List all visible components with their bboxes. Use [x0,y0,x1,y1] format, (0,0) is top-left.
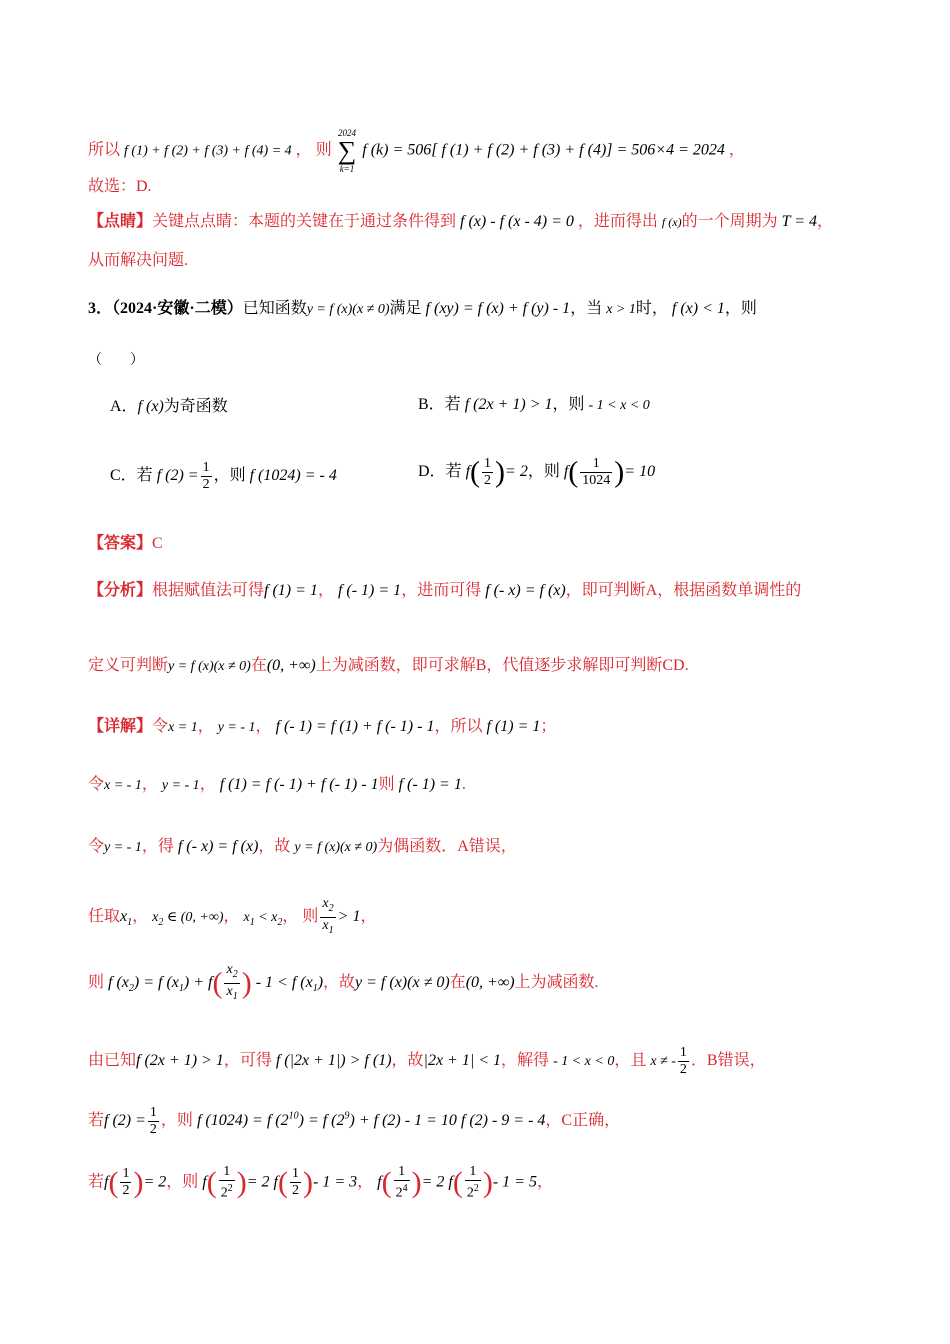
math-expr: f (x) [137,398,164,415]
subscript: 1 [328,924,334,936]
math-expr: f (- 1) = f (1) + f (- 1) - 1 [275,718,435,735]
math-expr: f (1024) = - 4 [249,467,337,485]
var: x [243,909,250,925]
tag-detail: 【详解】 [88,718,153,735]
text: ，则 [160,1112,193,1130]
paren-open: ( [277,1165,288,1199]
option-b [418,394,650,417]
answer-value: C [152,535,163,552]
fraction [482,456,493,489]
option-label: A． [110,398,138,415]
fraction [224,962,239,1005]
fraction [120,1166,131,1199]
paren-close: ) [133,1165,144,1199]
math-expr: y = - 1 [217,720,256,735]
text: ， [816,213,833,230]
text: ， [132,907,149,925]
text: 若 [88,1112,105,1130]
sigma-icon: ∑ [337,136,357,165]
expr: ) + f (2) - 1 = 10 f (2) - 9 = - 4 [349,1112,546,1130]
text: ，进而得出 [577,213,658,230]
text: ， [295,141,312,159]
text: ．B错误， [690,1052,766,1070]
math-expr: f (x) - f (x - 4) = 0 [460,213,574,230]
text: 已知函数 [242,300,307,317]
sum-symbol [338,128,357,174]
text: 的一个周期为 [681,213,778,230]
math-expr: |2x + 1| < 1 [423,1052,502,1070]
math-expr: (0, +∞) [465,973,515,991]
expr: f (x [108,973,129,991]
math-expr: x > 1 [606,302,636,317]
math-expr: y = f (x)(x ≠ 0) [355,973,450,991]
denominator: 2 [466,1185,474,1201]
math-expr: f (1) = 1 [264,582,318,599]
text: ，故 [323,973,356,991]
analysis-line-2 [88,655,689,678]
detail-line-8 [88,1164,553,1202]
text: ，得 [141,838,174,855]
subscript: 1 [178,983,184,995]
option-label: C．若 [110,467,153,485]
numerator: 1 [219,1164,235,1181]
subscript: 2 [277,916,283,928]
text: ； [540,718,557,735]
text: ， [317,582,334,599]
fraction [678,1045,689,1078]
math-expr: f (x) < 1 [671,300,725,317]
detail-line-2 [88,774,466,797]
math-expr [152,909,224,928]
option-a [110,396,228,418]
numerator: 1 [122,1166,130,1182]
math-expr: f (- x) = f (x) [485,582,566,599]
text: ， [141,776,158,793]
paren-close: ) [241,966,252,1000]
expr: ) = f (2 [298,1112,345,1130]
math-expr: f (2) = [156,467,199,485]
text: 则 [315,141,332,159]
numerator: 1 [484,456,492,471]
text: 令 [88,838,105,855]
subscript: 1 [232,990,238,1002]
analysis-line-1 [88,580,801,602]
math-expr: y = f (x)(x ≠ 0) [294,840,378,855]
math-expr: f [202,1173,207,1191]
expr: ∈ (0, +∞) [163,909,224,925]
numerator: 1 [202,460,210,475]
text: ，可得 [223,1052,272,1070]
math-expr: f (1) = 1 [486,718,541,735]
math-expr: = 2 f [246,1173,278,1191]
subscript: 1 [312,983,318,995]
text: 则 [302,907,319,925]
paren-open: ( [206,1165,217,1199]
text: 任取 [88,907,121,925]
math-expr: f (x) [661,215,682,229]
fraction [148,1105,159,1138]
text: ， [536,1173,553,1191]
option-c [110,460,337,493]
math-expr: - 1 = 5 [492,1173,537,1191]
math-expr: y = - 1 [161,778,200,793]
summary-line [88,128,745,174]
key-point-line [88,211,833,233]
math-expr: - 1 = 3 [312,1173,358,1191]
text: 满足 [389,300,422,317]
superscript: 9 [344,1110,350,1122]
expr: f (1024) = f (2 [196,1112,289,1130]
math-expr [108,973,213,995]
denominator: 1024 [582,473,611,488]
text: ，即可判断A，根据函数单调性的 [565,582,802,599]
math-expr: f [377,1173,382,1191]
text: 为偶函数．A错误， [377,838,517,855]
numerator: 1 [679,1045,687,1060]
math-expr [197,1112,545,1129]
text: ， [223,907,240,925]
option-d [418,456,655,489]
fraction [320,896,335,939]
text: ，则 [527,463,560,481]
text: 根据赋值法可得 [152,582,265,599]
text: ，故 [258,838,291,855]
math-expr: = 2 [505,463,528,481]
text: 时， [635,300,668,317]
math-expr: f [465,463,471,481]
math-expr: f [563,463,569,481]
text: ，则 [213,467,246,485]
math-expr: f (k) = 506[ f (1) + f (2) + f (3) + f (4)] = 506×4 = 2024 [362,141,725,159]
math-expr: x ≠ - [650,1054,676,1070]
fraction [394,1164,410,1202]
text: . [461,776,466,793]
math-expr: (0, +∞) [266,657,316,674]
sum-upper: 2024 [337,128,356,138]
superscript: 10 [288,1110,299,1122]
paren-open: ( [108,1165,119,1199]
text: ，则 [724,300,757,317]
fraction [219,1164,235,1202]
math-expr: f (- 1) = 1 [398,776,462,793]
detail-line-4 [88,896,376,939]
math-expr: y = - 1 [104,840,142,855]
paren-open: ( [212,966,223,1000]
math-expr: f (- x) = f (x) [177,838,259,855]
subscript: 1 [127,917,133,929]
option-label: D．若 [418,463,462,481]
text: ， [282,907,299,925]
text: ，当 [570,300,603,317]
text: ， [357,1173,374,1191]
numerator: x [226,962,233,977]
math-expr: - 1 < x < 0 [553,1054,615,1070]
denominator: 2 [122,1183,130,1199]
math-expr: f (- 1) = 1 [337,582,402,599]
text: ，进而可得 [401,582,482,599]
math-expr: f (2x + 1) > 1 [136,1052,224,1070]
paren-close: ) [236,1165,247,1199]
math-expr: f [104,1173,109,1191]
paren-close: ) [302,1165,313,1199]
subscript: 2 [128,983,134,995]
math-expr: = 2 f [421,1173,453,1191]
math-expr: T = 4 [781,213,817,230]
text: 在 [449,973,466,991]
denominator: 2 [484,473,492,488]
detail-line-6 [88,1045,766,1078]
text: 则 [378,776,395,793]
question-3 [88,298,757,321]
answer-parens: （ ） [88,353,144,368]
numerator: 1 [580,456,612,473]
paren-close: ) [411,1165,422,1199]
var: x [152,909,159,925]
math-expr: = 2 [143,1173,167,1191]
text: 若 [88,1173,105,1191]
math-expr: f (1) + f (2) + f (3) + f (4) = 4 [124,143,292,159]
option-label: B．若 [418,396,461,413]
text: ，所以 [434,718,483,735]
paren-open: ( [381,1165,392,1199]
subscript: 2 [158,916,164,928]
fraction [290,1166,301,1199]
math-expr: > 1 [337,907,361,925]
detail-line-3 [88,836,517,859]
denominator: x [322,917,329,933]
text: 令 [152,718,169,735]
text: 为奇函数 [163,398,228,415]
denominator: 2 [149,1122,157,1137]
denominator: x [226,983,233,999]
paren-open: ( [452,1165,463,1199]
text: ， [199,776,216,793]
text: 定义可判断 [88,657,169,674]
expr: - 1 < f (x [255,973,313,991]
text: 则 [88,973,105,991]
text: ，故 [391,1052,424,1070]
subscript: 2 [232,968,238,980]
math-expr [243,909,283,928]
numerator: 1 [149,1105,157,1120]
fraction [201,460,212,493]
denominator: 2 [202,477,210,492]
tag-answer: 【答案】 [88,535,153,552]
math-expr: f (2) = [104,1112,146,1130]
text: ，解得 [501,1052,550,1070]
numerator: x [322,896,329,911]
question-source: （2024·安徽·二模） [112,300,243,317]
text: ，则 [552,396,585,413]
text: ，则 [166,1173,199,1191]
denominator: 2 [220,1185,228,1201]
math-expr: f (|2x + 1|) > f (1) [275,1052,392,1070]
question-number: 3． [88,300,113,317]
math-expr [120,907,133,929]
math-expr: x = - 1 [104,778,142,793]
superscript: 2 [473,1183,479,1194]
math-expr [255,973,324,995]
paren-close: ) [482,1165,493,1199]
text: ， [360,907,377,925]
fraction [580,456,612,489]
paren-close: ) [614,455,625,489]
math-expr: - 1 < x < 0 [588,398,650,413]
tag-analysis: 【分析】 [88,582,153,599]
text: ，且 [614,1052,647,1070]
text: 上为减函数. [514,973,599,991]
math-expr: f (2x + 1) > 1 [464,396,553,413]
math-expr: x = 1 [168,720,198,735]
denominator: 2 [395,1185,403,1201]
paren-open: ( [470,455,481,489]
text: 所以 [88,141,121,159]
fraction [465,1164,481,1202]
subscript: 2 [328,902,334,914]
math-expr: y = f (x)(x ≠ 0) [168,659,251,674]
text: 令 [88,776,105,793]
math-expr: f (xy) = f (x) + f (y) - 1 [425,300,571,317]
text: 关键点点睛：本题的关键在于通过条件得到 [152,213,457,230]
denominator: 2 [679,1062,687,1077]
paren-close: ) [495,455,506,489]
answer-line [88,533,163,555]
superscript: 4 [402,1183,408,1194]
text: 上为减函数，即可求解B，代值逐步求解即可判断CD. [315,657,689,674]
detail-line-7 [88,1105,620,1138]
expr: ) = f (x [133,973,179,991]
text: 在 [250,657,267,674]
detail-line-5 [88,962,599,1005]
detail-line-1 [88,716,556,739]
superscript: 2 [227,1183,233,1194]
text: 由已知 [88,1052,137,1070]
choice-line: 故选：D. [88,178,152,195]
expr: ) [317,973,324,991]
math-expr: f (1) = f (- 1) + f (- 1) - 1 [219,776,379,793]
numerator: 1 [465,1164,481,1181]
var: x [120,907,128,925]
numerator: 1 [394,1164,410,1181]
sum-lower: k=1 [339,164,355,174]
tag-keypoint: 【点睛】 [88,213,153,230]
denominator: 2 [291,1183,299,1199]
math-expr: y = f (x)(x ≠ 0) [306,302,390,317]
text: ， [197,718,214,735]
expr: ) + f [183,973,213,991]
text: ， [255,718,272,735]
subscript: 1 [249,916,255,928]
expr: < x [254,909,278,925]
key-point-line-2: 从而解决问题. [88,252,189,269]
text: ， [728,141,745,159]
text: ，C正确， [545,1112,621,1130]
numerator: 1 [291,1166,299,1182]
paren-open: ( [568,455,579,489]
math-expr: = 10 [624,463,656,481]
